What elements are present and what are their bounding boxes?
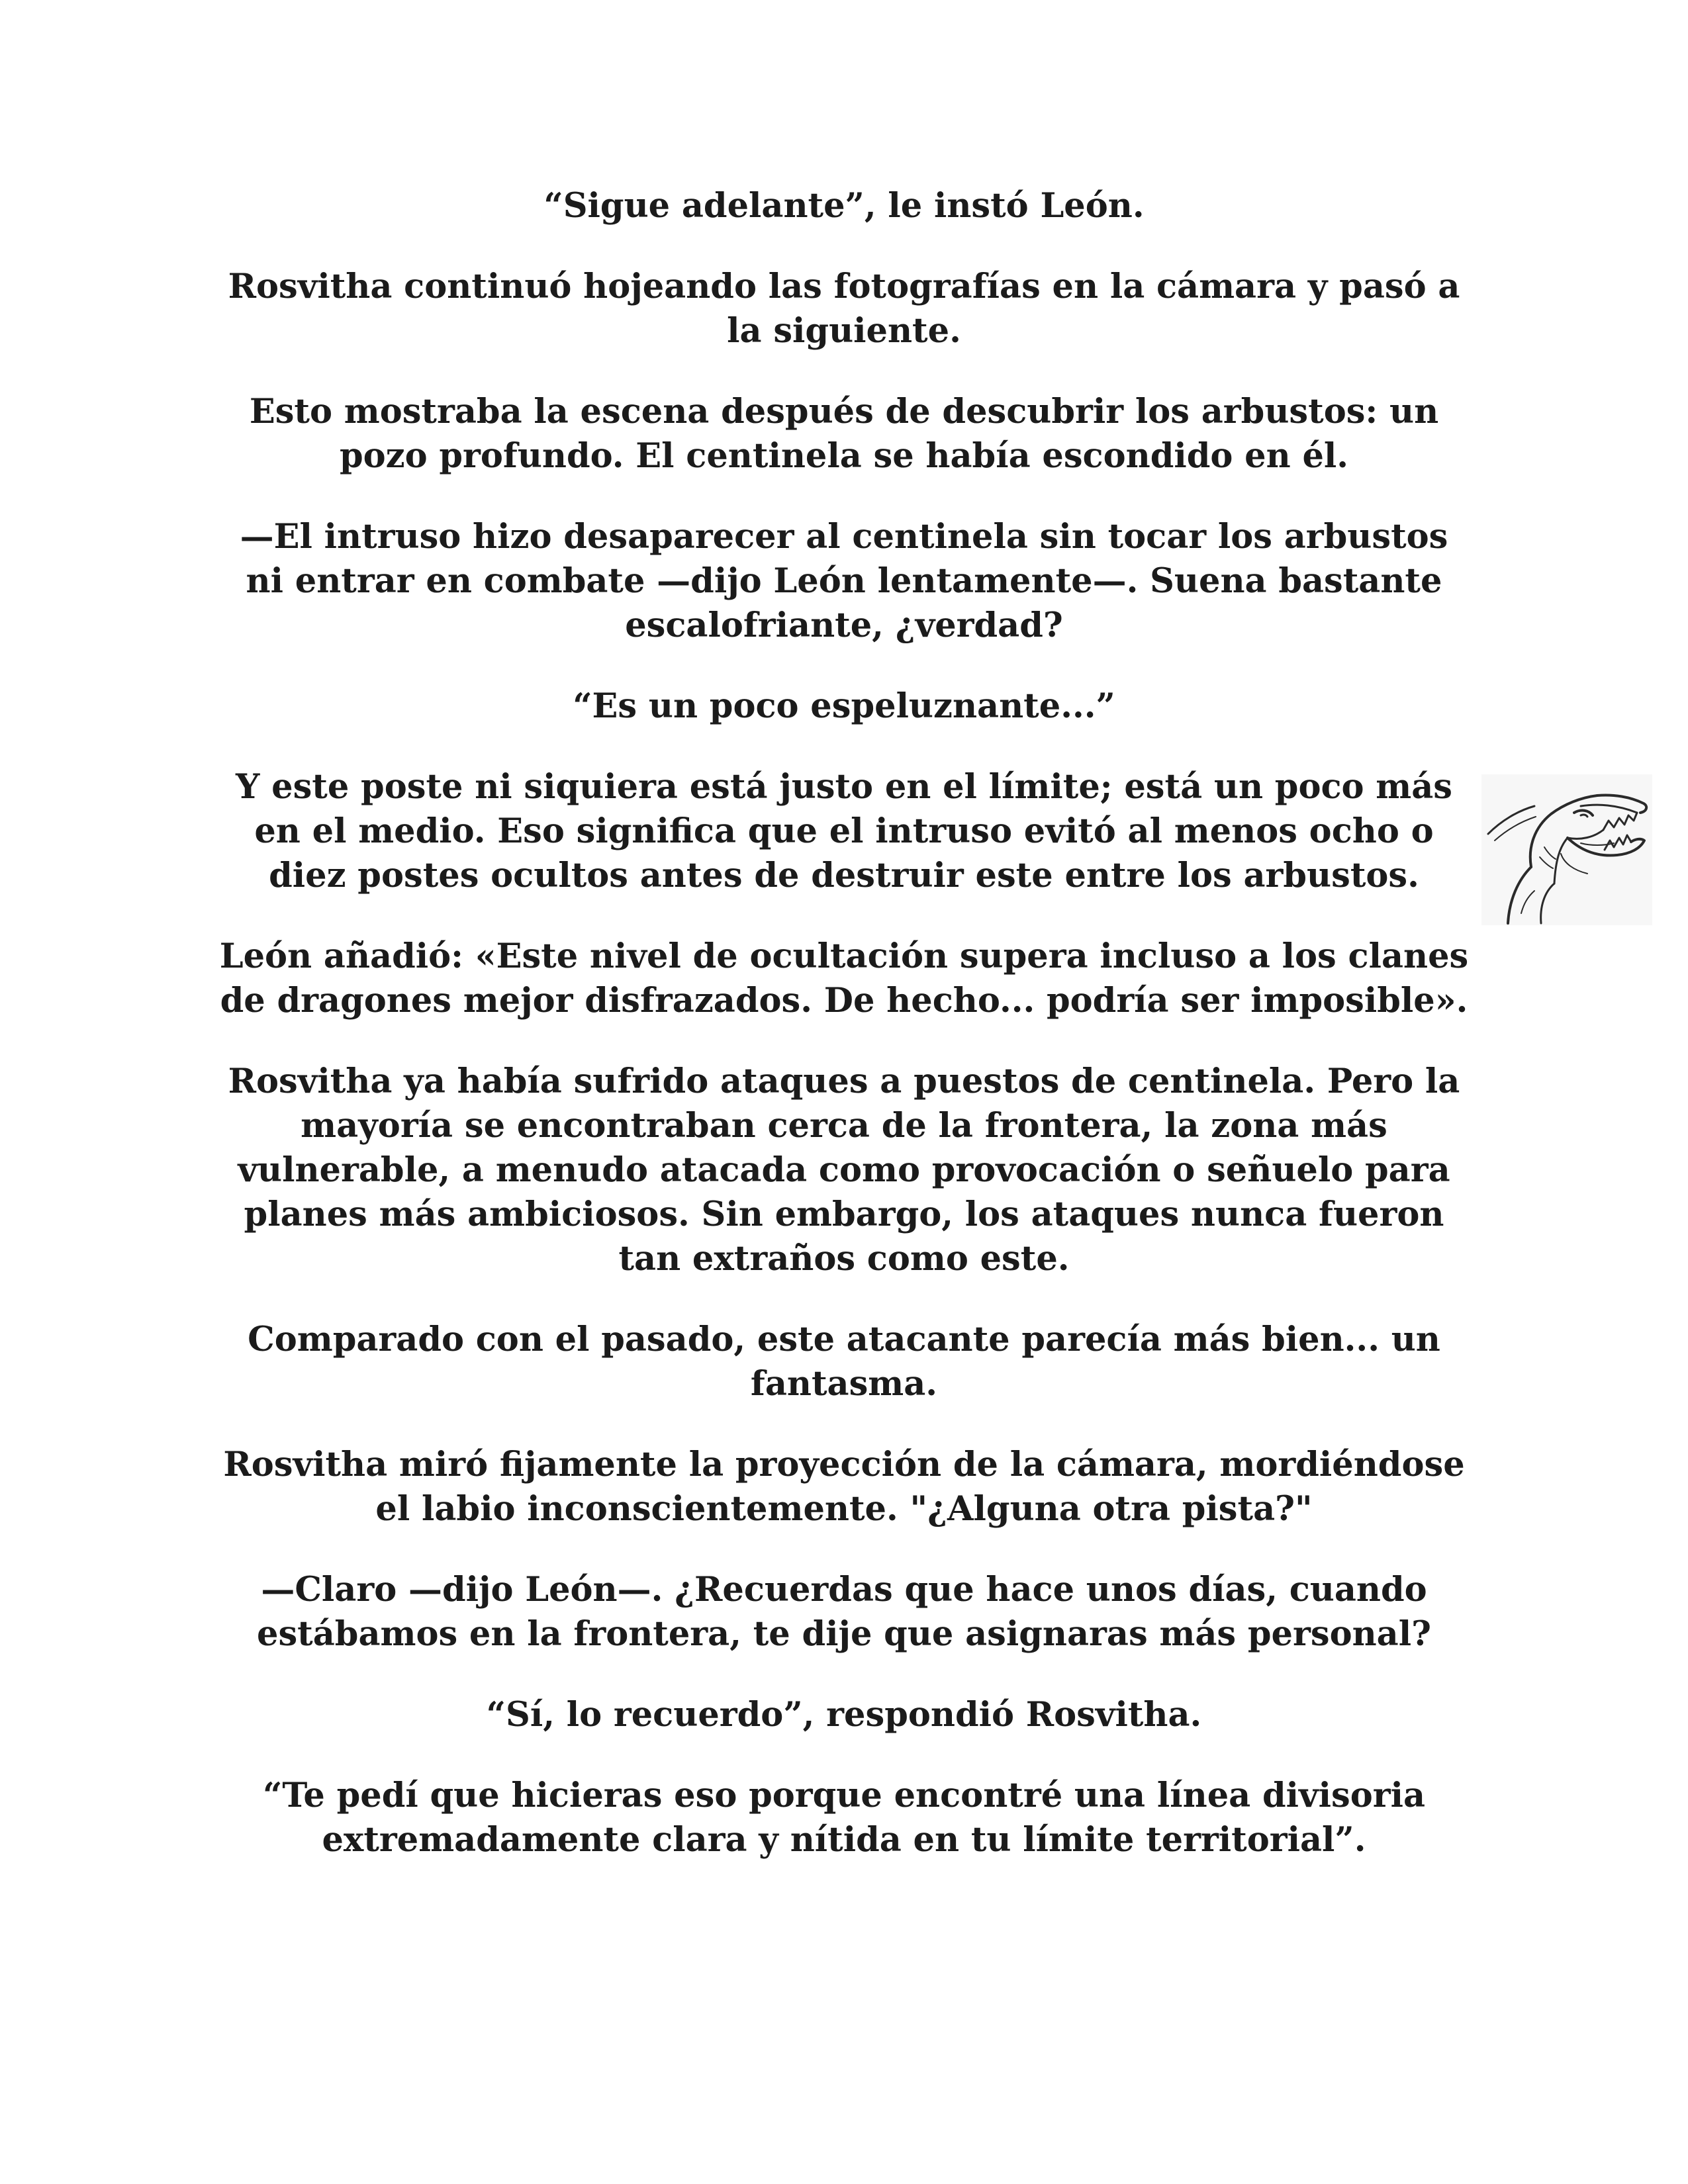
paragraph-7: León añadió: «Este nivel de ocultación supera incluso a los clanes de dragones mejor disfrazados. De hecho... podría ser imposible». [219,936,1469,1021]
dinosaur-sketch-icon [1481,774,1652,925]
paragraph-3: Esto mostraba la escena después de descubrir los arbustos: un pozo profundo. El centinela se había escondido en él. [249,392,1439,476]
paragraph-4: —El intruso hizo desaparecer al centinela sin tocar los arbustos ni entrar en combate —dijo León lentamente—. Suena bastante escalofriante, ¿verdad? [240,517,1448,645]
paragraph-1: “Sigue adelante”, le instó León. [543,186,1145,226]
paragraph-9: Comparado con el pasado, este atacante parecía más bien... un fantasma. [248,1320,1440,1404]
story-text [218,184,1470,1899]
paragraph-6: Y este poste ni siquiera está justo en el límite; está un poco más en el medio. Eso significa que el intruso evitó al menos ocho o diez postes ocultos antes de destruir este entre los arbustos. [235,767,1453,895]
paragraph-11: —Claro —dijo León—. ¿Recuerdas que hace unos días, cuando estábamos en la frontera, te dije que asignaras más personal? [257,1570,1431,1654]
paragraph-8: Rosvitha ya había sufrido ataques a puestos de centinela. Pero la mayoría se encontraban cerca de la frontera, la zona más vulnerable, a menudo atacada como provocación o señuelo para planes más ambiciosos. Sin embargo, los ataques nunca fueron tan extraños como este. [228,1062,1460,1279]
paragraph-10: Rosvitha miró fijamente la proyección de la cámara, mordiéndose el labio inconscientemente. "¿Alguna otra pista?" [223,1445,1465,1529]
paragraph-5: “Es un poco espeluznante...” [573,686,1115,726]
paragraph-2: Rosvitha continuó hojeando las fotografías en la cámara y pasó a la siguiente. [228,267,1460,351]
paragraph-13: “Te pedí que hicieras eso porque encontré una línea divisoria extremadamente clara y nítida en tu límite territorial”. [262,1776,1425,1860]
paragraph-12: “Sí, lo recuerdo”, respondió Rosvitha. [486,1695,1202,1735]
